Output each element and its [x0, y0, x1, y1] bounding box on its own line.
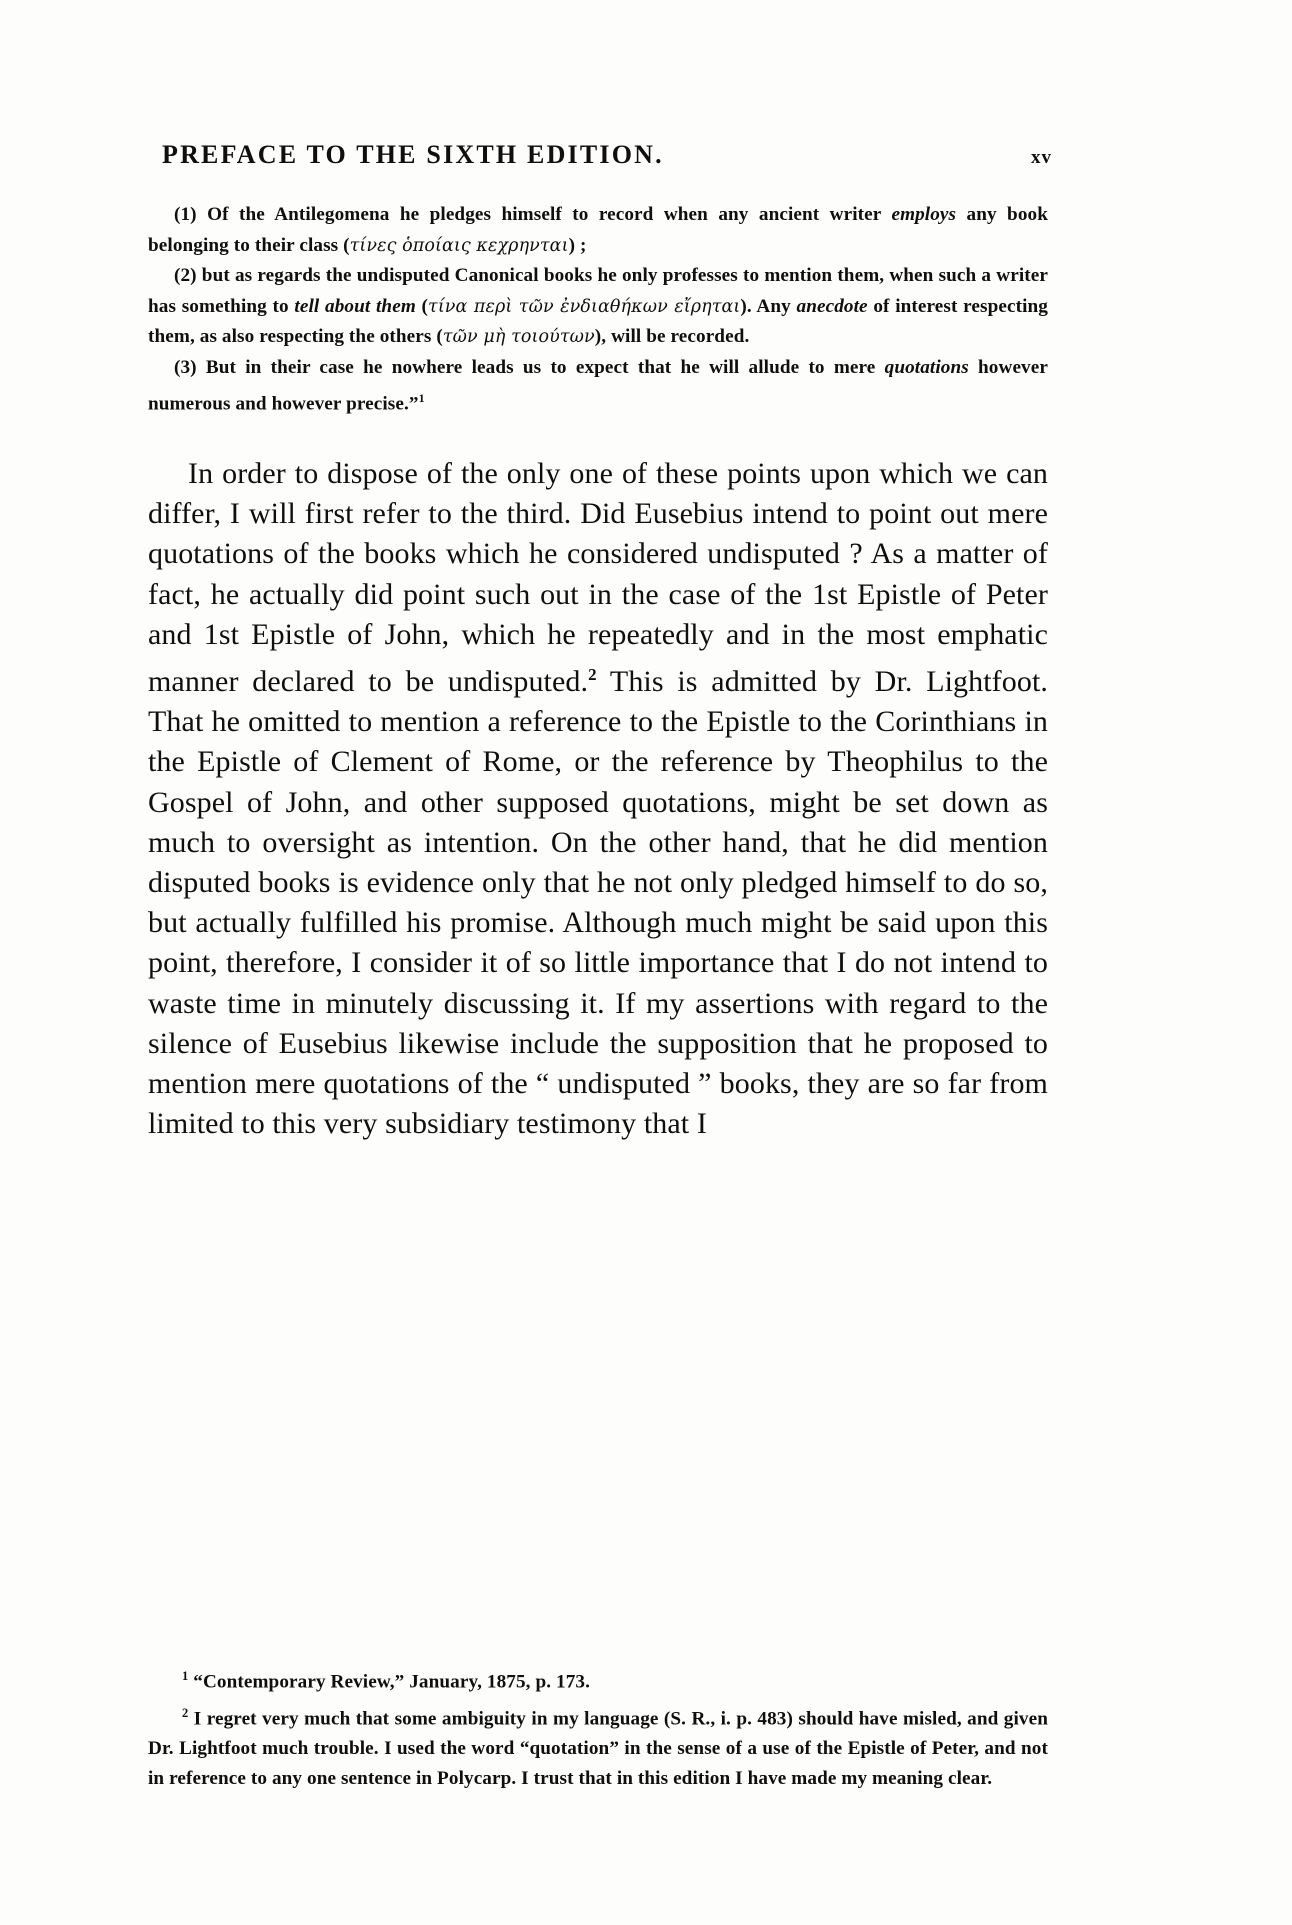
body-paragraph-1	[148, 454, 1048, 1144]
footnote-1	[148, 1661, 1048, 1698]
quoted-item-2-text-d: of interest respecting them, as also respecting the others (	[148, 295, 1048, 347]
running-head-title: PREFACE TO THE SIXTH EDITION.	[162, 140, 664, 169]
quoted-extract-block	[148, 200, 1048, 420]
quoted-item-2	[148, 261, 1048, 353]
greek-phrase-3: τῶν μὴ τοιούτων	[442, 327, 595, 347]
quoted-item-2-text-b: (	[415, 295, 429, 317]
quoted-item-3-italic: quotations	[884, 356, 969, 378]
footnotes-section	[148, 1661, 1048, 1795]
body-text	[148, 454, 1048, 1144]
body-paragraph-1-part-a: In order to dispose of the only one of these points upon which we can differ, I will first refer to the third. Did Eusebius intend to point out mere quotations of the books which he considered undisputed ? As a matter of fact, he actually did point such out in the case of the 1st Epistle of Peter and 1st Epistle of John, which he repeatedly and in the most emphatic manner declared to be undisputed.	[148, 456, 1048, 698]
greek-phrase-2: τίνα περὶ τῶν ἐνδιαθήκων εἴρηται	[428, 296, 741, 317]
quoted-item-2-text-a: (2) but as regards the undisputed Canonical books he only professes to mention them, when such a writer has something to	[148, 265, 1048, 317]
quoted-item-3-text-a: (3) But in their case he nowhere leads us to expect that he will allude to mere	[174, 356, 885, 378]
quoted-item-2-text-e: ), will be recorded.	[594, 326, 750, 347]
footnote-2-marker: 2	[182, 1705, 189, 1720]
footnote-2	[148, 1698, 1048, 1795]
quoted-item-1	[148, 200, 1048, 261]
greek-phrase-1: τίνες ὁποίαις κεχρηνται	[349, 235, 569, 256]
quoted-item-1-text-b: any book belonging to their class (	[148, 204, 1048, 256]
page-content	[148, 140, 1068, 1144]
quoted-item-1-text-a: (1) Of the Antilegomena he pledges himself to record when any ancient writer	[174, 204, 892, 225]
quoted-item-3	[148, 353, 1048, 420]
quoted-item-1-text-c: ) ;	[568, 234, 587, 256]
footnote-1-marker: 1	[182, 1669, 189, 1683]
footnote-ref-2[interactable]: 2	[588, 664, 597, 684]
quoted-item-2-italic: tell about them	[294, 295, 416, 317]
quoted-item-3-text-b: however numerous and however precise.”	[148, 356, 1048, 415]
footnote-2-text: I regret very much that some ambiguity in my language (S. R., i. p. 483) should have misled, and given Dr. Lightfoot much trouble. I used the word “quotation” in the sense of a use of the Epistle of Peter, and not in reference to any one sentence in Polycarp. I trust that in this edition I have made my meaning clear.	[148, 1707, 1048, 1790]
body-paragraph-1-part-b: This is admitted by Dr. Lightfoot. That he omitted to mention a reference to the Epistle to the Corinthians in the Epistle of Clement of Rome, or the reference by Theophilus to the Gospel of John, and other supposed quotations, might be set down as much to oversight as intention. On the other hand, that he did mention disputed books is evidence only that he not only pledged himself to do so, but actually fulfilled his promise. Although much might be said upon this point, therefore, I consider it of so little importance that I do not intend to waste time in minutely discussing it. If my assertions with regard to the silence of Eusebius likewise include the supposition that he proposed to mention mere quotations of the “ undisputed ” books, they are so far from limited to this very subsidiary testimony that I	[148, 664, 1049, 1141]
quoted-item-2-text-c: ). Any	[740, 295, 797, 317]
footnote-ref-1[interactable]: 1	[418, 391, 425, 405]
footnote-1-text: “Contemporary Review,” January, 1875, p. 173.	[188, 1671, 591, 1693]
running-head	[162, 140, 1052, 170]
page-number: xv	[1031, 147, 1052, 168]
quoted-item-1-italic: employs	[891, 204, 957, 225]
quoted-item-2-italic-2: anecdote	[796, 295, 868, 317]
